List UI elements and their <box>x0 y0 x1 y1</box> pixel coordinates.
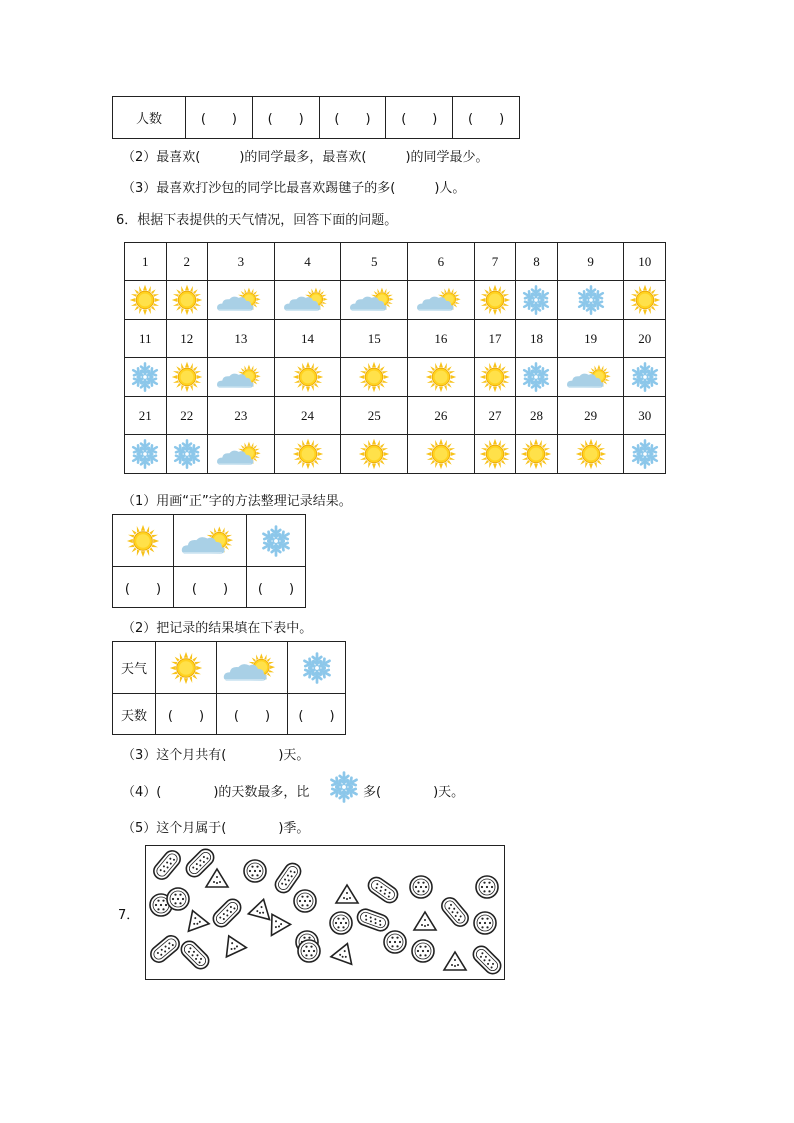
partly-cloudy-icon <box>215 362 267 392</box>
calendar-weather-cell <box>516 358 558 397</box>
capsule-shape <box>151 848 184 883</box>
tally-snow-cell <box>247 515 306 567</box>
partly-cloudy-icon <box>221 651 283 685</box>
sun-icon <box>358 361 390 393</box>
triangle-shape <box>206 869 228 887</box>
sun-icon <box>575 438 607 470</box>
calendar-weather-cell <box>208 358 275 397</box>
calendar-day-number: 25 <box>341 397 408 435</box>
triangle-shape <box>336 885 358 903</box>
calendar-day-number: 22 <box>166 397 208 435</box>
circle-shape <box>298 940 320 962</box>
calendar-day-number: 27 <box>474 397 516 435</box>
calendar-day-number: 6 <box>408 243 475 281</box>
capsule-shape <box>148 933 183 966</box>
capsule-shape <box>183 846 217 880</box>
partly-cloudy-icon <box>215 439 267 469</box>
partly-cloudy-icon <box>215 285 267 315</box>
sun-icon <box>520 438 552 470</box>
shapes-picture <box>145 845 505 980</box>
people-count-blank[interactable]: ( ) <box>252 97 319 139</box>
calendar-weather-cell <box>557 358 624 397</box>
capsule-shape <box>439 895 472 930</box>
calendar-day-number: 2 <box>166 243 208 281</box>
people-count-blank[interactable]: ( ) <box>386 97 453 139</box>
circle-shape <box>244 860 266 882</box>
calendar-weather-cell <box>125 358 167 397</box>
triangle-shape <box>331 940 358 964</box>
sun-icon <box>479 284 511 316</box>
result-weather-label: 天气 <box>113 642 156 694</box>
snowflake-icon <box>129 361 161 393</box>
partly-cloudy-icon <box>415 285 467 315</box>
q6-part3: （3）这个月共有( )天。 <box>122 748 310 763</box>
partly-cloudy-icon <box>348 285 400 315</box>
triangle-shape <box>182 907 209 931</box>
calendar-day-number: 26 <box>408 397 475 435</box>
calendar-weather-cell <box>341 281 408 320</box>
tally-sun-cell <box>113 515 174 567</box>
capsule-shape <box>355 907 391 933</box>
calendar-weather-cell <box>274 435 341 474</box>
calendar-weather-cell <box>166 281 208 320</box>
result-sun-cell <box>156 642 217 694</box>
snowflake-icon <box>629 438 661 470</box>
partly-cloudy-icon <box>179 524 241 558</box>
calendar-weather-cell <box>341 358 408 397</box>
result-snow-cell <box>288 642 346 694</box>
snowflake-icon <box>171 438 203 470</box>
weather-calendar <box>124 242 666 474</box>
circle-shape <box>476 876 498 898</box>
calendar-weather-cell <box>557 435 624 474</box>
calendar-day-number: 8 <box>516 243 558 281</box>
calendar-weather-cell <box>208 281 275 320</box>
partly-cloudy-icon <box>565 362 617 392</box>
capsule-shape <box>210 896 244 930</box>
capsule-shape <box>470 943 504 977</box>
result-days-label: 天数 <box>113 694 156 735</box>
calendar-day-number: 19 <box>557 320 624 358</box>
triangle-shape <box>248 896 274 919</box>
q6-part4-a: （4）( )的天数最多，比 <box>122 785 310 800</box>
calendar-weather-cell <box>474 435 516 474</box>
sun-icon <box>129 284 161 316</box>
q6-part4-b: 多( )天。 <box>363 785 465 800</box>
calendar-day-number: 20 <box>624 320 666 358</box>
sun-icon <box>479 361 511 393</box>
q5-part3: （3）最喜欢打沙包的同学比最喜欢踢毽子的多( )人。 <box>122 181 466 196</box>
q5-part2: （2）最喜欢( )的同学最多，最喜欢( )的同学最少。 <box>122 150 489 165</box>
people-count-label: 人数 <box>113 97 186 139</box>
circle-shape <box>294 890 316 912</box>
calendar-weather-cell <box>516 435 558 474</box>
calendar-day-number: 3 <box>208 243 275 281</box>
calendar-weather-cell <box>125 281 167 320</box>
result-cloudy-cell <box>217 642 288 694</box>
sun-icon <box>292 361 324 393</box>
snowflake-icon <box>629 361 661 393</box>
calendar-weather-cell <box>474 358 516 397</box>
q6-part2: （2）把记录的结果填在下表中。 <box>122 621 313 636</box>
calendar-weather-cell <box>408 358 475 397</box>
calendar-weather-cell <box>516 281 558 320</box>
sun-icon <box>425 361 457 393</box>
calendar-weather-cell <box>624 358 666 397</box>
calendar-day-number: 30 <box>624 397 666 435</box>
calendar-weather-cell <box>557 281 624 320</box>
calendar-weather-cell <box>125 435 167 474</box>
circle-shape <box>410 876 432 898</box>
snowflake-icon <box>520 284 552 316</box>
calendar-day-number: 11 <box>125 320 167 358</box>
people-count-blank[interactable]: ( ) <box>319 97 386 139</box>
triangle-shape <box>414 912 436 930</box>
sun-icon <box>358 438 390 470</box>
calendar-weather-cell <box>341 435 408 474</box>
calendar-day-number: 7 <box>474 243 516 281</box>
calendar-day-number: 28 <box>516 397 558 435</box>
calendar-weather-cell <box>408 435 475 474</box>
snowflake-icon <box>327 770 361 804</box>
tally-cloudy-cell <box>174 515 247 567</box>
sun-icon <box>629 284 661 316</box>
snowflake-icon <box>575 284 607 316</box>
q7-label: 7． <box>118 908 140 923</box>
tally-blank[interactable]: ( ) <box>247 567 306 608</box>
result-blank[interactable]: ( ) <box>156 694 217 735</box>
people-count-blank[interactable]: ( ) <box>186 97 253 139</box>
sun-icon <box>292 438 324 470</box>
calendar-day-number: 17 <box>474 320 516 358</box>
calendar-day-number: 9 <box>557 243 624 281</box>
sun-icon <box>479 438 511 470</box>
q6-part1: （1）用画“正”字的方法整理记录结果。 <box>122 494 352 509</box>
sun-icon <box>425 438 457 470</box>
calendar-day-number: 18 <box>516 320 558 358</box>
calendar-day-number: 13 <box>208 320 275 358</box>
circle-shape <box>167 888 189 910</box>
calendar-day-number: 10 <box>624 243 666 281</box>
result-blank[interactable]: ( ) <box>217 694 288 735</box>
calendar-weather-cell <box>474 281 516 320</box>
result-table <box>112 641 346 735</box>
calendar-weather-cell <box>274 358 341 397</box>
snowflake-icon <box>520 361 552 393</box>
circle-shape <box>330 912 352 934</box>
calendar-day-number: 5 <box>341 243 408 281</box>
snowflake-icon <box>300 651 334 685</box>
calendar-weather-cell <box>208 435 275 474</box>
calendar-day-number: 29 <box>557 397 624 435</box>
calendar-weather-cell <box>274 281 341 320</box>
people-count-table <box>112 96 520 139</box>
calendar-day-number: 1 <box>125 243 167 281</box>
q6-part5: （5）这个月属于( )季。 <box>122 821 310 836</box>
result-blank[interactable]: ( ) <box>288 694 346 735</box>
calendar-day-number: 16 <box>408 320 475 358</box>
partly-cloudy-icon <box>282 285 334 315</box>
sun-icon <box>126 524 160 558</box>
calendar-weather-cell <box>408 281 475 320</box>
sun-icon <box>171 284 203 316</box>
calendar-weather-cell <box>166 435 208 474</box>
snowflake-icon <box>259 524 293 558</box>
calendar-weather-cell <box>624 435 666 474</box>
calendar-day-number: 24 <box>274 397 341 435</box>
calendar-weather-cell <box>166 358 208 397</box>
calendar-day-number: 23 <box>208 397 275 435</box>
calendar-weather-cell <box>624 281 666 320</box>
triangle-shape <box>444 952 466 970</box>
calendar-day-number: 4 <box>274 243 341 281</box>
q6-title: 6．根据下表提供的天气情况，回答下面的问题。 <box>116 213 398 228</box>
calendar-day-number: 15 <box>341 320 408 358</box>
circle-shape <box>384 931 406 953</box>
tally-blank[interactable]: ( ) <box>174 567 247 608</box>
capsule-shape <box>272 860 303 895</box>
circle-shape <box>412 940 434 962</box>
triangle-shape <box>219 931 247 957</box>
calendar-day-number: 21 <box>125 397 167 435</box>
snowflake-icon <box>129 438 161 470</box>
capsule-shape <box>365 874 400 905</box>
tally-blank[interactable]: ( ) <box>113 567 174 608</box>
tally-table <box>112 514 306 608</box>
sun-icon <box>171 361 203 393</box>
capsule-shape <box>178 938 212 972</box>
calendar-day-number: 12 <box>166 320 208 358</box>
sun-icon <box>169 651 203 685</box>
shapes-group <box>148 846 504 977</box>
circle-shape <box>474 912 496 934</box>
calendar-day-number: 14 <box>274 320 341 358</box>
people-count-blank[interactable]: ( ) <box>453 97 520 139</box>
